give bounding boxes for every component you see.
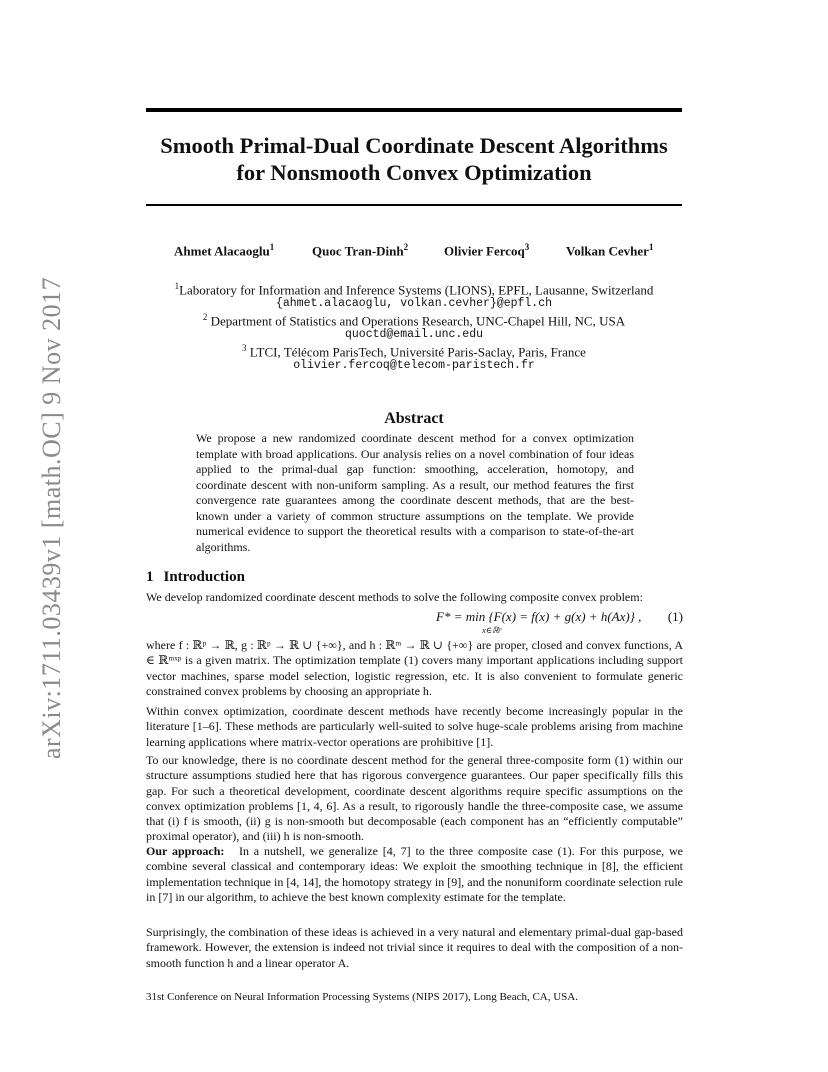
equation-number: (1): [667, 609, 683, 624]
author: Volkan Cevher$^1$: [566, 242, 654, 259]
equation-1: [146, 609, 683, 635]
paper-title: [146, 132, 682, 186]
author: Quoc Tran-Dinh$^2$: [312, 242, 409, 259]
intro-paragraph-approach: Our approach: In a nutshell, we generalize [4, 7] to the three composite case (1). For this purpose, we combine several classical and contemporary ideas: We exploit the smoothing technique in [8], the efficient implementation technique in [4, 14], the homotopy strategy in [9], and the nonuniform coordinate selection rule in [7] in our algorithm, to achieve the best known complexity estimate for the template.: [146, 844, 683, 904]
title-line-2: for Nonsmooth Convex Optimization: [236, 160, 592, 185]
abstract-heading: Abstract: [384, 410, 444, 427]
affiliation-2: $^2$ Department of Statistics and Operations Research, UNC-Chapel Hill, NC, USA: [202, 312, 626, 329]
equation-subscript: x∈ℝᵖ: [482, 625, 502, 635]
abstract-text: We propose a new randomized coordinate descent method for a convex optimization template with broad applications. Our analysis relies on a novel combination of four ideas applied to the primal-dual gap function: smoothing, acceleration, homotopy, and coordinate descent with non-uniform sampling. As a result, our method features the first convergence rate guarantees among the coordinate descent methods, that are the best-known under a variety of common structure assumptions on the template. We provide numerical evidence to support the theoretical results with a comparison to state-of-the-art algorithms.: [196, 431, 634, 554]
intro-paragraph: To our knowledge, there is no coordinate descent method for the general three-composite form (1) within our structure assumptions studied here that has rigorous convergence guarantees. Our paper specifically fills this gap. For such a theoretical development, coordinate descent algorithms require specific assumptions on the convex optimization problems [1, 4, 6]. As a result, to rigorously handle the three-composite case, we assume that (i) f is smooth, (ii) g is non-smooth but decomposable (each component has an “efficiently computable” proximal operator), and (iii) h is non-smooth.: [146, 753, 683, 844]
intro-paragraph: where f : ℝᵖ → ℝ, g : ℝᵖ → ℝ ∪ {+∞}, and h : ℝᵐ → ℝ ∪ {+∞} are proper, closed and convex functions, A ∈ ℝᵐˣᵖ is a given matrix. The optimization template (1) covers many important applications including support vector machines, sparse model selection, logistic regression, etc. It is also convenient to formulate generic constrained convex problems by choosing an appropriate h.: [146, 638, 683, 698]
section-heading: 1 Introduction: [146, 569, 245, 585]
affiliation-3: $^3$ LTCI, Télécom ParisTech, Université Paris-Saclay, Paris, France: [242, 343, 586, 360]
approach-label: Our approach:: [146, 844, 225, 858]
equation-body: F* = min {F(x) = f(x) + g(x) + h(Ax)} ,: [436, 609, 642, 624]
intro-paragraph: Surprisingly, the combination of these ideas is achieved in a very natural and elementary primal-dual gap-based framework. However, the extension is indeed not trivial since it requires to deal with the composition of a non-smooth function h and a linear operator A.: [146, 925, 683, 970]
conference-footnote: 31st Conference on Neural Information Processing Systems (NIPS 2017), Long Beach, CA, USA.: [146, 991, 578, 1003]
title-bottom-rule: [146, 204, 682, 206]
intro-paragraph: We develop randomized coordinate descent methods to solve the following composite convex problem:: [146, 590, 643, 604]
author: Ahmet Alacaoglu$^1$: [174, 242, 275, 259]
arxiv-identifier: arXiv:1711.03439v1 [math.OC] 9 Nov 2017: [37, 276, 66, 760]
author: Olivier Fercoq$^3$: [444, 242, 530, 259]
intro-paragraph: Within convex optimization, coordinate descent methods have recently become increasingly popular in the literature [1–6]. These methods are particularly well-suited to solve huge-scale problems arising from machine learning applications where matrix-vector operations are prohibitive [1].: [146, 704, 683, 749]
affiliation-2-email: quoctd@email.unc.edu: [344, 328, 484, 341]
affiliation-1-email: {ahmet.alacaoglu, volkan.cevher}@epfl.ch: [275, 297, 553, 310]
affiliation-3-email: olivier.fercoq@telecom-paristech.fr: [293, 359, 535, 372]
title-line-1: Smooth Primal-Dual Coordinate Descent Algorithms: [160, 133, 668, 158]
title-top-rule: [146, 108, 682, 112]
author-list: [146, 242, 682, 262]
affiliation-1: $^1$Laboratory for Information and Inference Systems (LIONS), EPFL, Lausanne, Switzerland: [174, 281, 654, 298]
